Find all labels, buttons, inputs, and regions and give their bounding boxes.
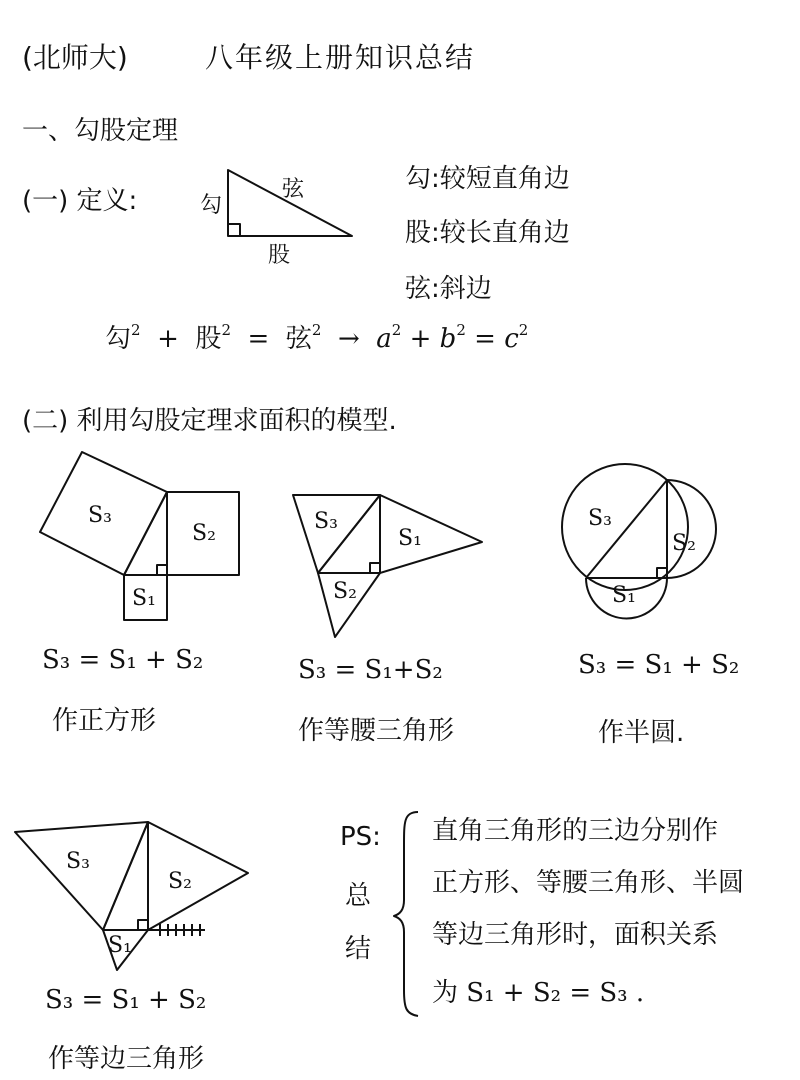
formula-exp: 2 [311,321,322,339]
section2-heading: (二) 利用勾股定理求面积的模型. [22,406,397,436]
formula-exp: 2 [221,321,231,339]
formula-b: b [439,324,457,354]
region-label-s3: S₃ [66,849,90,874]
model-semicircle-formula: S₃ = S₁ + S₂ [578,650,740,680]
formula-eq: = [474,324,496,354]
definition-text: 斜边 [439,274,492,304]
formula-exp: 2 [456,321,466,339]
triangle-xian-label: 弦 [282,177,305,202]
definition-term: 股 [405,218,432,248]
section1-heading: 一、勾股定理 [22,116,179,146]
region-label-s2: S₂ [192,521,216,546]
ps-label: PS: [340,822,381,852]
ps-line-2: 正方形、等腰三角形、半圆 [432,868,745,898]
definition-gu: 股:较长直角边 [405,218,570,248]
formula-exp: 2 [391,321,402,339]
region-label-s3: S₃ [588,506,612,531]
region-label-s2: S₂ [672,531,696,556]
region-label-s1: S₁ [132,586,156,611]
formula-a: a [376,324,392,354]
triangle-gu-label: 股 [268,243,291,268]
formula-c: c [504,324,519,354]
region-label-s3: S₃ [88,503,112,528]
definition-text: 较长直角边 [439,218,570,248]
formula-exp: 2 [131,321,141,339]
formula-exp: 2 [518,321,529,339]
formula-plus: + [409,324,432,354]
model-isosceles-caption: 作等腰三角形 [298,716,455,746]
ps-line-4: 为 S₁ + S₂ = S₃ . [432,978,645,1008]
ps-side-2: 结 [345,934,372,964]
formula-gu: 股 [195,324,222,354]
region-label-s1: S₁ [398,526,422,551]
page-title: 八年级上册知识总结 [205,41,476,74]
ps-brace [394,812,418,1016]
model-square-caption: 作正方形 [52,706,157,736]
definition-label: (一) 定义: [22,186,138,216]
publisher-label: (北师大) [22,41,128,74]
formula-xian: 弦 [285,324,312,354]
region-label-s2: S₂ [333,579,357,604]
formula-gou: 勾 [105,324,132,354]
definition-gou: 勾:较短直角边 [405,164,570,194]
triangle-gou-label: 勾 [200,193,223,218]
ps-line-3: 等边三角形时，面积关系 [432,920,719,950]
formula-plus: + [157,324,179,354]
formula-arrow: → [337,324,360,354]
definition-text: 较短直角边 [439,164,570,194]
model-equilateral-caption: 作等边三角形 [48,1044,205,1074]
region-label-s2: S₂ [168,869,192,894]
model-equilateral-formula: S₃ = S₁ + S₂ [45,985,207,1015]
definition-term: 弦 [405,274,432,304]
ps-side-1: 总 [345,881,372,911]
region-label-s3: S₃ [314,509,338,534]
region-label-s1: S₁ [108,933,132,958]
formula-eq: = [247,324,270,354]
model-isosceles-formula: S₃ = S₁+S₂ [298,655,443,685]
definition-xian: 弦:斜边 [405,274,492,304]
model-semicircle-caption: 作半圆. [598,718,685,748]
ps-line-1: 直角三角形的三边分别作 [432,816,719,846]
region-label-s1: S₁ [612,583,636,608]
model-square-formula: S₃ = S₁ + S₂ [42,645,204,675]
definition-term: 勾 [405,164,432,194]
